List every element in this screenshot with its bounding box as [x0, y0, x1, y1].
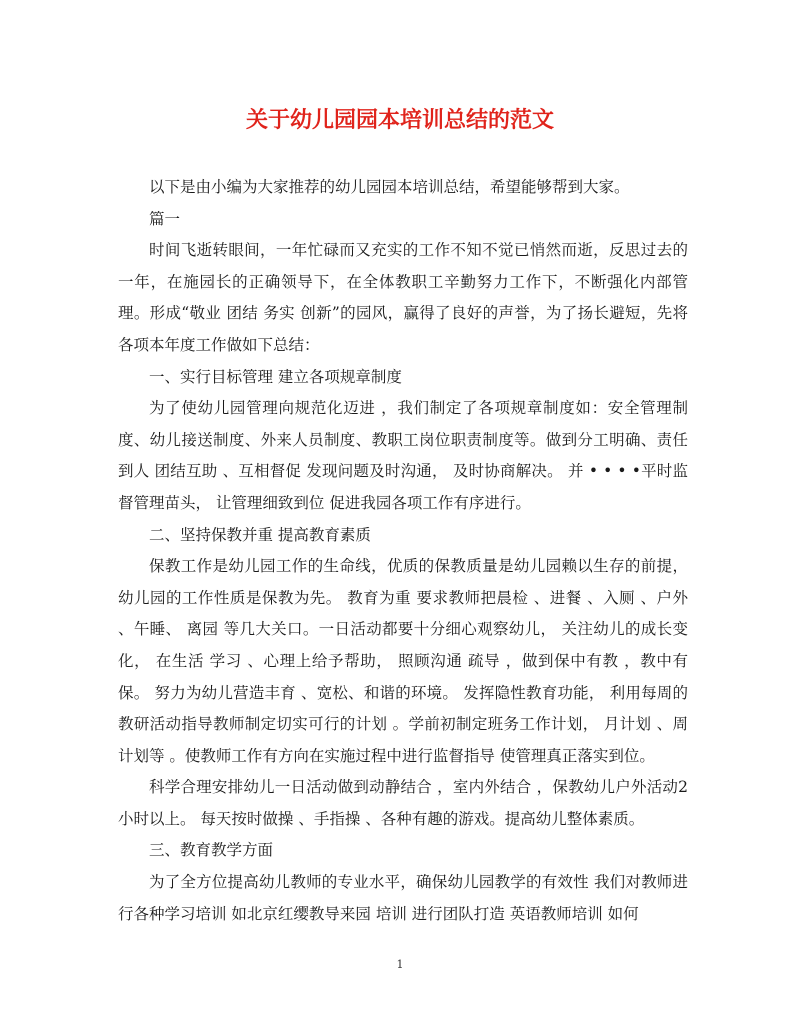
document-body — [118, 172, 688, 930]
section-heading: 三、教育教学方面 — [149, 841, 274, 860]
page-number: 1 — [396, 958, 404, 971]
section-label-part-one: 篇一 — [149, 209, 181, 228]
paragraph: 时间飞逝转眼间，一年忙碌而又充实的工作不知不觉已悄然而逝，反思过去的一年，在施园长的正确领导下，在全体教职工辛勤努力工作下，不断强化内部管理。形成“敬业 团结 务实 创新”的园风，赢得了良好的声誉，为了扬长避短，先将各项本年度工作做如下总结： — [118, 241, 688, 354]
paragraph: 为了使幼儿园管理向规范化迈进 ，我们制定了各项规章制度如：安全管理制度、幼儿接送制度、外来人员制度、教职工岗位职责制度等。做到分工明确、责任到人 团结互助 、互相督促 发现问题及时沟通， 及时协商解决。 并 • • • •平时监督管理苗头， 让管理细致到位 促进我园各项工作有序进行。 — [118, 399, 688, 512]
paragraph: 为了全方位提高幼儿教师的专业水平，确保幼儿园教学的有效性 我们对教师进行各种学习培训 如北京红缨教导来园 培训 进行团队打造 英语教师培训 如何 — [118, 873, 688, 923]
document-title: 关于幼儿园园本培训总结的范文 — [245, 107, 554, 133]
paragraph-intro: 以下是由小编为大家推荐的幼儿园园本培训总结，希望能够帮到大家。 — [149, 178, 630, 196]
paragraph: 保教工作是幼儿园工作的生命线，优质的保教质量是幼儿园赖以生存的前提，幼儿园的工作性质是保教为先。 教育为重 要求教师把晨检 、进餐 、入厕 、户外 、午睡、 离园 等几大关口。一日活动都要十分细心观察幼儿， 关注幼儿的成长变化， 在生活 学习 、心理上给予帮助， 照顾沟通 疏导 ，做到保中有教 ，教中有保。 努力为幼儿营造丰育 、宽松、和谐的环境。 发挥隐性教育功能， 利用每周的教研活动指导教师制定切实可行的计划 。学前初制定班务工作计划， 月计划 、周计划等 。使教师工作有方向在实施过程中进行监督指导 使管理真正落实到位。 — [118, 557, 688, 765]
section-heading: 二、坚持保教并重 提高教育素质 — [149, 525, 371, 544]
section-heading: 一、实行目标管理 建立各项规章制度 — [149, 367, 402, 386]
paragraph: 科学合理安排幼儿一日活动做到动静结合 ，室内外结合 ，保教幼儿户外活动2小时以上。 每天按时做操 、手指操 、各种有趣的游戏。提高幼儿整体素质。 — [118, 778, 688, 828]
